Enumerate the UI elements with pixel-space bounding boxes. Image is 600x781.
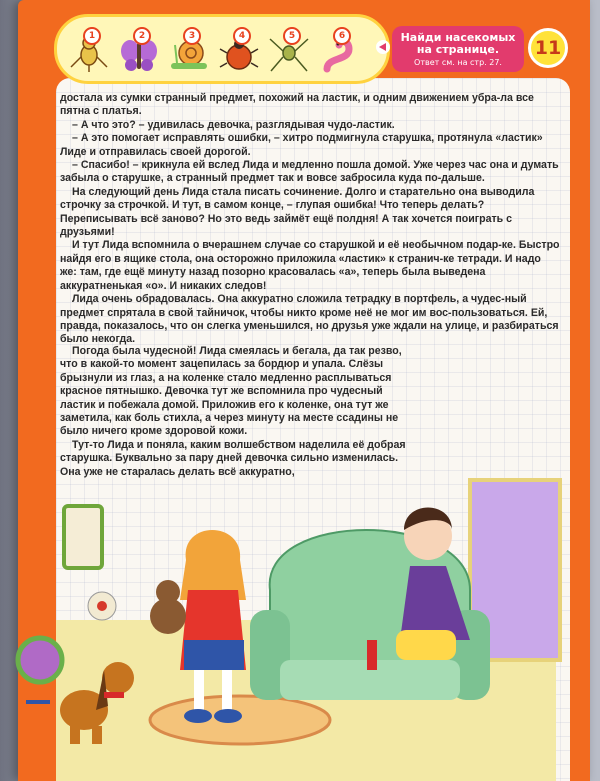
story-text xyxy=(60,92,560,347)
mosquito-icon xyxy=(69,31,109,73)
spider-icon xyxy=(269,31,309,73)
task-box xyxy=(392,26,524,72)
arrow-left-icon xyxy=(376,40,390,54)
insect-number: 6 xyxy=(333,27,351,45)
wall-picture xyxy=(64,506,102,568)
page-number: 11 xyxy=(528,28,568,68)
paragraph: Погода была чудесной! Лида смеялась и бегала, да так резво, что в какой-то момент зацепилась за бордюр и упала. Слёзы брызнули из глаз, а на коленке стало медленно расплываться красное пятнышко. Девочка тут же вспомнила про чудесный ластик и побежала домой. Приложив его к коленке, она тут же заметила, как боль стихла, а через минуту на месте ссадины не было ничего кроме здоровой кожи. xyxy=(60,345,402,438)
insect-number: 2 xyxy=(133,27,151,45)
insect-number: 5 xyxy=(283,27,301,45)
worm-icon xyxy=(319,31,359,73)
snail-icon xyxy=(169,31,209,73)
paragraph: достала из сумки странный предмет, похожий на ластик, и одним движением убра-ла все пятна с платья. xyxy=(60,92,534,118)
paragraph: Тут-то Лида и поняла, каким волшебством наделила её добрая старушка. Буквально за пару дней девочка сильно изменилась. Она уже не старалась делать всё аккуратно, xyxy=(60,438,406,478)
insect-strip xyxy=(54,14,390,84)
insect-number: 4 xyxy=(233,27,251,45)
paragraph: – А это помогает исправлять ошибки, – хитро подмигнула старушка, протянула «ластик» Лиде и отправилась своей дорогой. xyxy=(60,132,543,158)
paragraph: – Спасибо! – крикнула ей вслед Лида и медленно пошла домой. Уже через час она и думать забыла о старушке, а странный предмет так и вовсе забросила куда по-дальше. xyxy=(60,159,559,185)
paragraph: И тут Лида вспомнила о вчерашнем случае со старушкой и её необычном подар-ке. Быстро найдя его в ящике стола, она осторожно приложила «ластик» к странич-ке тетради. И надо же: там, где ещё минуту назад позорно красовалась «а», теперь была выведена аккуратненькая «о». И никаких следов! xyxy=(60,239,560,292)
butterfly-icon xyxy=(119,31,159,73)
paragraph: На следующий день Лида стала писать сочинение. Долго и старательно она выводила строчку за строчкой. И тут, в самом конце, – глупая ошибка! Что теперь делать? Переписывать всё заново? Но это ведь займёт ещё полдня! А так хочется поиграть с друзьями! xyxy=(60,185,535,239)
task-title: Найди насекомых на странице. xyxy=(400,31,516,56)
story-text-narrow xyxy=(60,345,410,479)
insect-number: 3 xyxy=(183,27,201,45)
paragraph: Лида очень обрадовалась. Она аккуратно сложила тетрадку в портфель, а чудес-ный предмет спрятала в свой тайничок, чтобы никто кроме неё не мог им вос-пользоваться. Ей, правда, показалось, что он слегка уменьшился, но друзья уже ждали на улице, и разбираться было некогда. xyxy=(60,293,559,346)
paragraph: – А что это? – удивилась девочка, разглядывая чудо-ластик. xyxy=(72,118,395,131)
ball xyxy=(18,638,62,682)
beetle-icon xyxy=(219,31,259,73)
story-illustration xyxy=(0,470,600,781)
rug xyxy=(150,696,330,744)
task-note: Ответ см. на стр. 27. xyxy=(414,58,502,67)
insect-number: 1 xyxy=(83,27,101,45)
page-header xyxy=(40,6,570,80)
pencil xyxy=(26,700,50,704)
